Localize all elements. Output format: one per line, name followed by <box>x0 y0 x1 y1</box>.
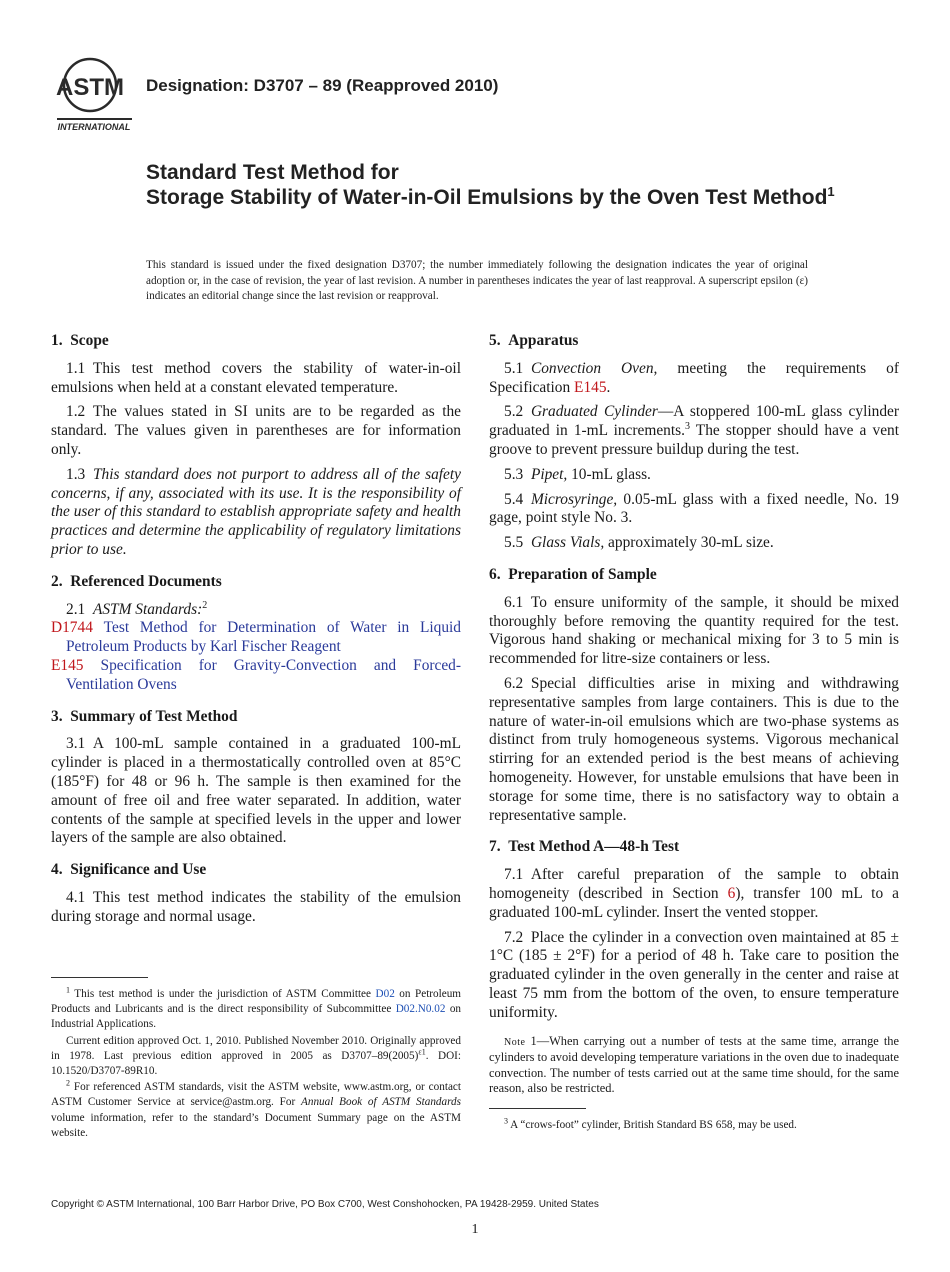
title-footnote-mark: 1 <box>827 184 835 199</box>
section-6-title: 6. Preparation of Sample <box>489 565 657 583</box>
para-6-1: 6.1 To ensure uniformity of the sample, it should be mixed thoroughly before removing the quantity required for the test. Vigorous hand shaking or mechanical mixing for 3 to 5 min is recommended for litre-size containers or less. <box>489 593 899 668</box>
page-number: 1 <box>471 1222 479 1237</box>
section-1-title: 1. Scope <box>51 332 109 349</box>
para-1-1: 1.1 This test method covers the stability of water-in-oil emulsions when held at a constant elevated temperature. <box>51 359 461 396</box>
para-num: 5.2 <box>504 403 531 421</box>
para-1-2: 1.2 The values stated in SI units are to be regarded as the standard. The values given in parentheses are for information only. <box>51 403 461 458</box>
para-num: 5.1 <box>504 359 531 377</box>
right-column <box>489 332 899 1097</box>
footnote-num: 2 <box>66 1078 70 1088</box>
section-link-6[interactable]: 6 <box>727 884 736 902</box>
ref-title: Specification for Gravity-Convection and Forced-Ventilation Ovens <box>66 656 461 693</box>
fn-text: on Petroleum Products and Lubricants and is the direct responsibility of Subcommittee <box>51 988 461 1016</box>
astm-logo-icon <box>52 55 134 133</box>
astm-logo <box>52 55 134 133</box>
footnote-1 <box>51 987 461 1033</box>
fn-text: For referenced ASTM standards, visit the ASTM website, www.astm.org, or contact ASTM Customer Service at service@astm.org. For <box>51 1081 461 1109</box>
section-4-title: 4. Significance and Use <box>51 861 207 879</box>
para-7-1 <box>489 866 899 922</box>
logo-text: ASTM <box>56 74 124 101</box>
term: Microsyringe, <box>530 490 618 508</box>
left-column <box>51 332 461 933</box>
ref-code: E145 <box>51 656 84 674</box>
footnote-2 <box>51 1080 461 1141</box>
ref-link-e145[interactable]: E145 <box>574 378 607 396</box>
footnote-3 <box>489 1118 899 1133</box>
para-num: 5.5 <box>504 534 531 552</box>
para-2-1-sup: 2 <box>202 599 208 611</box>
designation: Designation: D3707 – 89 (Reapproved 2010) <box>146 76 499 95</box>
para-text: ), transfer 100 mL to a graduated 100-mL cylinder. Insert the vented stopper. <box>489 884 899 921</box>
para-num: 5.4 <box>504 490 531 508</box>
para-text: 0.05-mL glass with a fixed needle, No. 19 gage, point style No. 3. <box>489 490 899 527</box>
fn-text: . DOI: 10.1520/D3707-89R10. <box>51 1049 461 1078</box>
footnote-divider <box>489 1108 586 1109</box>
para-5-2 <box>489 403 899 459</box>
para-text: approximately 30-mL size. <box>604 534 774 552</box>
footnote-num: 3 <box>504 1116 508 1126</box>
para-2-1-num: 2.1 <box>66 600 93 618</box>
subcommittee-link[interactable]: D02.N0.02 <box>395 1003 446 1016</box>
para-1-3 <box>51 466 461 560</box>
reference-e145[interactable] <box>51 657 461 695</box>
fn-text: A “crows-foot” cylinder, British Standard BS 658, may be used. <box>508 1119 797 1131</box>
title-line-2 <box>146 185 846 210</box>
intro-paragraph: This standard is issued under the fixed designation D3707; the number immediately following the designation indicates the year of original adoption or, in the case of revision, the year of last revision. A number in parentheses indicates the year of last reapproval. A superscript epsilon (ε) indicates an editorial change since the last revision or reapproval. <box>146 259 808 302</box>
para-text: —A stoppered 100-mL glass cylinder graduated in 1-mL increments. <box>489 403 899 440</box>
logo-subtext: INTERNATIONAL <box>57 122 131 132</box>
para-end: . <box>606 378 611 396</box>
para-2-1-text: ASTM Standards: <box>92 600 203 618</box>
footnote-num: 1 <box>66 985 70 995</box>
term: Convection Oven, <box>530 359 658 377</box>
para-3-1: 3.1 A 100-mL sample contained in a graduated 100-mL cylinder is placed in a thermostatically controlled oven at 85°C (185°F) for 48 or 96 h. The sample is then examined for the amount of free oil and free water separated. In addition, water contents of the sample at specified levels in the upper and lower layers of the sample are also obtained. <box>51 735 461 847</box>
section-7-title: 7. Test Method A—48-h Test <box>489 838 680 856</box>
note-text: —When carrying out a number of tests at the same time, arrange the cylinders to avoid developing temperature variations in the oven due to inadequate convection. The number of tests carried out at the same time should, for the same reason, also be restricted. <box>489 1033 899 1096</box>
committee-link[interactable]: D02 <box>375 988 395 1000</box>
fn-italic: Annual Book of ASTM Standards <box>301 1096 461 1109</box>
para-num: 5.3 <box>504 465 531 483</box>
para-text: 10-mL glass. <box>567 465 651 483</box>
para-text: meeting the requirements of Specification <box>489 359 899 396</box>
section-2-title: 2. Referenced Documents <box>51 572 222 590</box>
note-label: Note <box>504 1036 526 1048</box>
para-5-1 <box>489 360 899 398</box>
ref-code: D1744 <box>51 619 93 637</box>
footnotes-left <box>51 987 461 1142</box>
copyright: Copyright © ASTM International, 100 Barr Harbor Drive, PO Box C700, West Conshohocken, PA 19428-2959. United States <box>51 1199 599 1210</box>
para-6-2: 6.2 Special difficulties arise in mixing and withdrawing representative samples from large containers. This is due to the nature of water-in-oil emulsions which are two-phase systems as distinct from truly homogeneous systems. Vigorous mechanical stirring for an extended period is the best means of achieving homogeneity. However, for unstable emulsions that have been in storage for some time, there is no satisfactory way to obtain a representative sample. <box>489 674 899 824</box>
document-title <box>146 160 846 210</box>
note-1 <box>489 1034 899 1097</box>
footnote-1-edition <box>51 1034 461 1080</box>
footnotes-right <box>489 1118 899 1134</box>
term: Glass Vials, <box>530 534 605 552</box>
fn-text: Current edition approved Oct. 1, 2010. Published November 2010. Originally approved in 1978. Last previous edition approved in 2005 as D3707–89(2005) <box>51 1034 461 1062</box>
term: Pipet, <box>530 465 568 483</box>
fn-text: This test method is under the jurisdiction of ASTM Committee <box>70 988 376 1000</box>
para-1-3-text: This standard does not purport to address all of the safety concerns, if any, associated with its use. It is the responsibility of the user of this standard to establish appropriate safety and health practices and determine the applicability of regulatory limitations prior to use. <box>51 465 461 558</box>
para-4-1: 4.1 This test method indicates the stability of the emulsion during storage and normal usage. <box>51 888 461 925</box>
para-1-3-num: 1.3 <box>66 465 93 483</box>
para-7-2: 7.2 Place the cylinder in a convection oven maintained at 85 ± 1°C (185 ± 2°F) for a period of 48 h. Take care to position the graduated cylinder in the oven generally in the center and raise at least 75 mm from the bottom of the oven, to ensure temperature uniformity. <box>489 928 899 1021</box>
para-5-3 <box>489 466 899 485</box>
title-line-1: Standard Test Method for <box>146 161 399 184</box>
para-text: The stopper should have a vent groove to prevent pressure buildup during the test. <box>489 422 899 458</box>
section-5-title: 5. Apparatus <box>489 332 579 349</box>
fn-text: volume information, refer to the standard’s Document Summary page on the ASTM website. <box>51 1111 461 1139</box>
footnote-divider <box>51 977 148 978</box>
para-text: 7.1 After careful preparation of the sample to obtain homogeneity (described in Section <box>489 866 899 902</box>
para-5-4 <box>489 491 899 529</box>
fn-text: on Industrial Applications. <box>51 1003 462 1031</box>
footnote-mark: 3 <box>684 421 690 433</box>
para-5-5 <box>489 534 899 553</box>
section-3-title: 3. Summary of Test Method <box>51 707 238 725</box>
note-number: 1 <box>525 1033 537 1048</box>
reference-d1744[interactable] <box>51 619 461 657</box>
para-2-1 <box>51 601 461 620</box>
term: Graduated Cylinder <box>530 403 658 421</box>
title-main: Storage Stability of Water-in-Oil Emulsions by the Oven Test Method <box>146 186 828 209</box>
ref-title: Test Method for Determination of Water in Liquid Petroleum Products by Karl Fischer Reagent <box>66 619 461 656</box>
epsilon-mark: ε1 <box>418 1047 426 1057</box>
